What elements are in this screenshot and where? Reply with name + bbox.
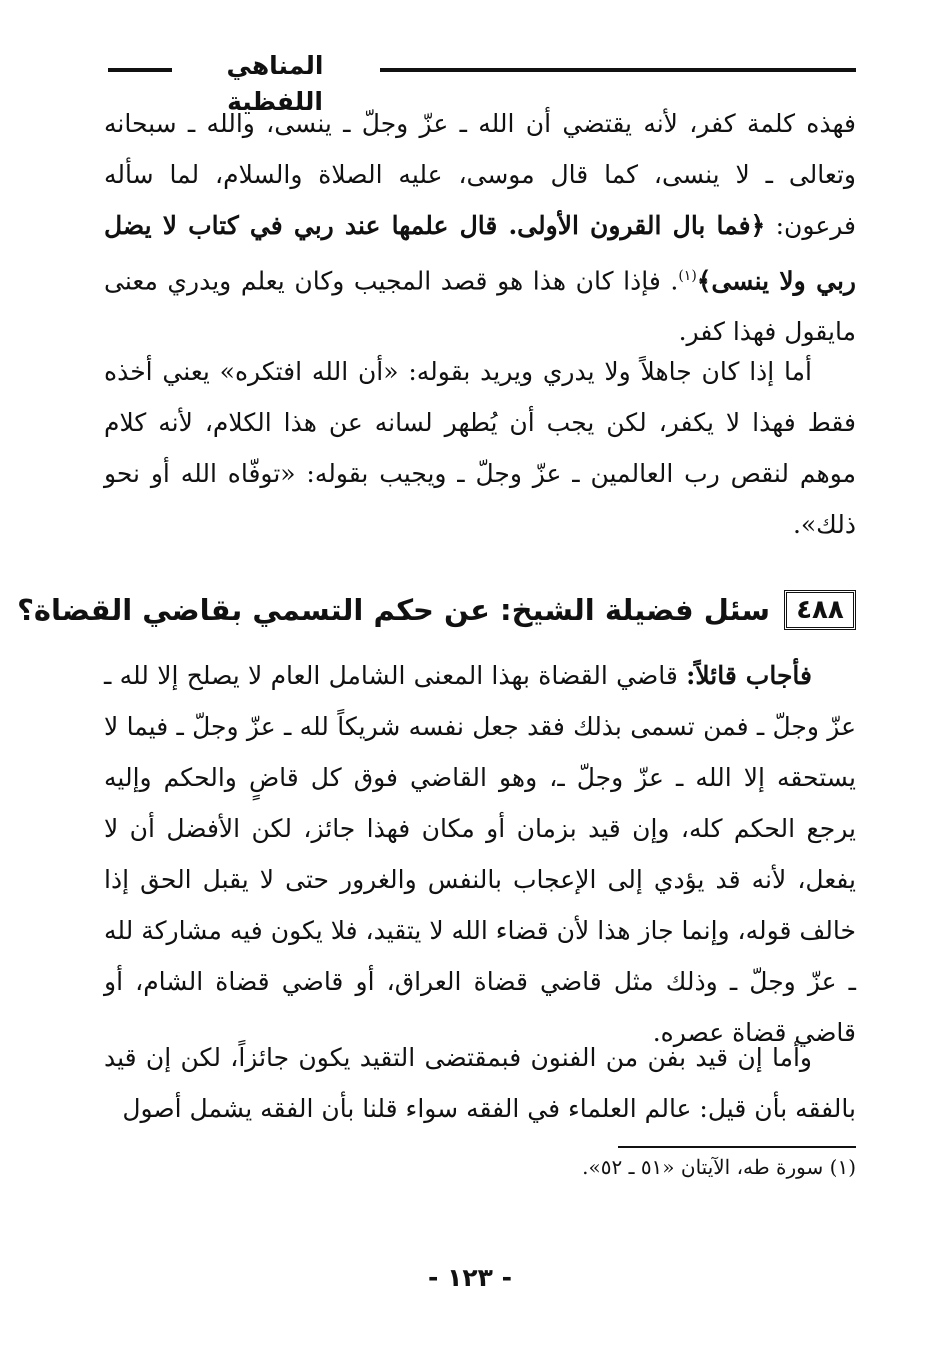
paragraph-1-text-a: فهذه كلمة كفر، لأنه يقتضي أن الله ـ عزّ وجلّ ـ ينسى، والله ـ سبحانه وتعالى ـ لا ينسى، كما قال موسى، عليه الصلاة والسلام، لما سأله فرعون:	[104, 109, 856, 240]
footnote-rule	[618, 1146, 856, 1148]
header-rule-right	[380, 68, 856, 72]
answer-paragraph-1	[104, 650, 856, 1058]
answer-paragraph-1-text: قاضي القضاة بهذا المعنى الشامل العام لا يصلح إلا لله ـ عزّ وجلّ ـ فمن تسمى بذلك فقد جعل نفسه شريكاً لله ـ عزّ وجلّ ـ فيما لا يستحقه إلا الله ـ عزّ وجلّ ـ، وهو القاضي فوق كل قاضٍ والحكم وإليه يرجع الحكم كله، وإن قيد بزمان أو مكان فهذا جائز، لكن الأفضل أن لا يفعل، لأنه قد يؤدي إلى الإعجاب بالنفس والغرور حتى لا يقبل الحق إذا خالف قوله، وإنما جاز هذا لأن قضاء الله لا يتقيد، فلا يكون فيه مشاركة لله ـ عزّ وجلّ ـ وذلك مثل قاضي قضاة العراق، أو قاضي قضاة الشام، أو قاضي قضاة عصره.	[103, 661, 856, 1047]
footnote: (١) سورة طه، الآيتان «٥١ ـ ٥٢».	[582, 1155, 856, 1179]
footnote-ref: (١)	[678, 268, 697, 284]
paragraph-1-text-b: . فإذا كان هذا هو قصد المجيب وكان يعلم ويدري معنى مايقول فهذا كفر.	[104, 266, 856, 347]
quran-quote: ﴿فما بال القرون الأولى. قال علمها عند ربي في كتاب لا يضل ربي ولا ينسى﴾	[104, 211, 856, 296]
running-header	[108, 40, 856, 116]
answer-paragraph-2: وأما إن قيد بفن من الفنون فبمقتضى التقيد يكون جائزاً، لكن إن قيد بالفقه بأن قيل: عالم العلماء في الفقه سواء قلنا بأن الفقه يشمل أصول	[104, 1043, 856, 1123]
answer-lead: فأجاب قائلاً:	[686, 661, 812, 690]
question-text: سئل فضيلة الشيخ: عن حكم التسمي بقاضي القضاة؟	[17, 593, 770, 627]
page-number: - ١٢٣ -	[428, 1263, 512, 1292]
header-rule-left	[108, 68, 172, 72]
header-title: المناهي اللفظية	[226, 51, 324, 116]
paragraph-1	[104, 98, 856, 357]
question-number-box: ٤٨٨	[784, 590, 856, 630]
question-heading	[17, 584, 856, 638]
paragraph-2: أما إذا كان جاهلاً ولا يدري ويريد بقوله: «أن الله افتكره» يعني أخذه فقط فهذا لا يكفر، لكن يجب أن يُطهر لسانه عن هذا الكلام، لأنه كلام موهم لنقص رب العالمين ـ عزّ وجلّ ـ ويجيب بقوله: «توفّاه الله أو نحو ذلك».	[104, 357, 856, 539]
